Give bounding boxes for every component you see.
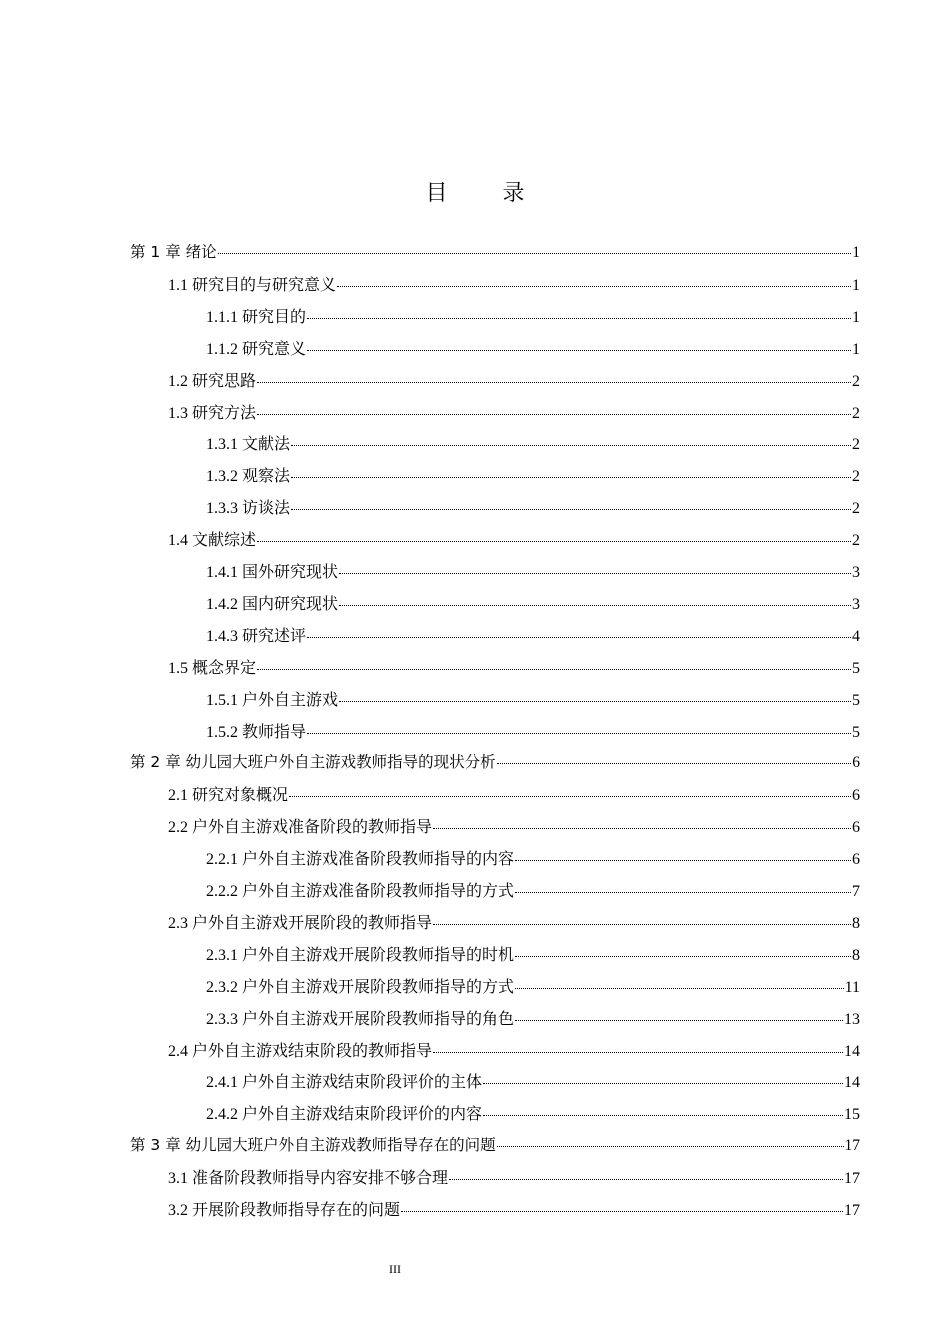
toc-entry-page-number: 6: [852, 851, 860, 869]
toc-entry[interactable]: [206, 878, 860, 901]
toc-entry-label: 1.1 研究目的与研究意义: [168, 276, 337, 294]
toc-entry-page-number: 1: [852, 276, 860, 294]
toc-entry[interactable]: [168, 814, 860, 837]
toc-entry-page-number: 5: [852, 723, 860, 741]
toc-entry-page-number: 1: [852, 244, 860, 261]
toc-entry[interactable]: [130, 750, 860, 772]
toc-entry-label: 第 3 章 幼儿园大班户外自主游戏教师指导存在的问题: [130, 1136, 496, 1155]
dot-leader: [218, 253, 852, 254]
toc-entry-label: 1.5.2 教师指导: [206, 723, 307, 741]
toc-entry[interactable]: [206, 846, 860, 869]
toc-entry[interactable]: [206, 1006, 860, 1029]
toc-entry[interactable]: [206, 304, 860, 327]
toc-entry-page-number: 15: [844, 1106, 860, 1124]
toc-entry-label: 1.4.2 国内研究现状: [206, 595, 339, 613]
toc-entry-label: 第 2 章 幼儿园大班户外自主游戏教师指导的现状分析: [130, 753, 496, 772]
toc-entry-page-number: 2: [852, 500, 860, 518]
toc-entry-label: 1.5 概念界定: [168, 659, 257, 677]
dot-leader: [257, 414, 851, 415]
toc-entry-page-number: 3: [852, 564, 860, 581]
toc-entry-page-number: 13: [844, 1010, 860, 1028]
toc-entry[interactable]: [206, 591, 860, 614]
dot-leader: [257, 382, 851, 383]
dot-leader: [307, 733, 851, 734]
toc-entry[interactable]: [206, 687, 860, 710]
toc-entry[interactable]: [130, 1133, 860, 1155]
toc-entry[interactable]: [168, 368, 860, 391]
dot-leader: [497, 1146, 844, 1147]
dot-leader: [483, 1115, 843, 1116]
dot-leader: [515, 956, 851, 957]
toc-entry[interactable]: [168, 910, 860, 933]
toc-title: 目 录: [425, 181, 549, 206]
toc-entry[interactable]: [206, 719, 860, 742]
dot-leader: [337, 286, 851, 287]
toc-entry[interactable]: [206, 942, 860, 965]
dot-leader: [339, 605, 851, 606]
toc-entry-label: 2.2 户外自主游戏准备阶段的教师指导: [168, 819, 433, 837]
toc-entry-page-number: 14: [844, 1074, 860, 1092]
toc-entry[interactable]: [168, 782, 860, 805]
toc-entry-page-number: 1: [852, 340, 860, 358]
dot-leader: [291, 509, 851, 510]
dot-leader: [433, 828, 851, 829]
toc-entry[interactable]: [206, 623, 860, 646]
toc-entry-page-number: 2: [852, 468, 860, 486]
dot-leader: [515, 988, 844, 989]
toc-entry[interactable]: [206, 974, 860, 997]
toc-entry-label: 第 1 章 绪论: [130, 243, 217, 261]
toc-entry-page-number: 6: [852, 754, 860, 772]
toc-entry-label: 2.3 户外自主游戏开展阶段的教师指导: [168, 914, 433, 932]
toc-entry-label: 1.3.2 观察法: [206, 468, 291, 486]
toc-entry-label: 1.4.3 研究述评: [206, 627, 307, 645]
toc-entry-label: 1.1.2 研究意义: [206, 340, 307, 358]
toc-entry-label: 2.3.3 户外自主游戏开展阶段教师指导的角色: [206, 1010, 515, 1028]
dot-leader: [515, 1020, 843, 1021]
toc-entry-page-number: 5: [852, 691, 860, 709]
dot-leader: [497, 763, 852, 764]
dot-leader: [483, 1083, 843, 1084]
toc-entry[interactable]: [206, 336, 860, 359]
toc-entry[interactable]: [168, 655, 860, 678]
toc-entry[interactable]: [168, 1165, 860, 1188]
toc-entry-label: 2.4 户外自主游戏结束阶段的教师指导: [168, 1042, 433, 1060]
toc-entry-page-number: 17: [844, 1170, 860, 1188]
toc-entry-label: 2.4.1 户外自主游戏结束阶段评价的主体: [206, 1074, 483, 1092]
toc-entry-label: 1.5.1 户外自主游戏: [206, 691, 339, 709]
toc-entry[interactable]: [168, 527, 860, 550]
toc-entry-page-number: 11: [844, 978, 860, 996]
toc-entry[interactable]: [206, 463, 860, 486]
toc-entry[interactable]: [206, 431, 860, 454]
toc-entry-page-number: 6: [852, 819, 860, 837]
toc-entry[interactable]: [168, 400, 860, 423]
toc-entry[interactable]: [168, 1197, 860, 1220]
toc-entry-page-number: 4: [852, 627, 860, 645]
dot-leader: [339, 701, 851, 702]
dot-leader: [307, 350, 851, 351]
toc-entry[interactable]: [206, 495, 860, 518]
dot-leader: [291, 445, 851, 446]
toc-entry-page-number: 2: [852, 404, 860, 422]
toc-entry[interactable]: [168, 272, 860, 295]
dot-leader: [289, 796, 851, 797]
toc-entry[interactable]: [206, 1101, 860, 1124]
dot-leader: [433, 1052, 843, 1053]
toc-entry-label: 3.1 准备阶段教师指导内容安排不够合理: [168, 1170, 449, 1188]
toc-entry-page-number: 2: [852, 532, 860, 550]
dot-leader: [307, 318, 851, 319]
dot-leader: [291, 477, 851, 478]
toc-entry-label: 2.3.1 户外自主游戏开展阶段教师指导的时机: [206, 946, 515, 964]
toc-entry-page-number: 2: [852, 372, 860, 390]
toc-entry-label: 1.3.1 文献法: [206, 436, 291, 454]
dot-leader: [515, 892, 851, 893]
toc-entry-label: 2.3.2 户外自主游戏开展阶段教师指导的方式: [206, 978, 515, 996]
toc-entry-label: 2.2.2 户外自主游戏准备阶段教师指导的方式: [206, 883, 515, 900]
toc-entry-page-number: 17: [844, 1137, 860, 1155]
toc-entry-page-number: 3: [852, 595, 860, 613]
toc-entry-label: 1.3.3 访谈法: [206, 500, 291, 518]
toc-entry-label: 1.1.1 研究目的: [206, 308, 307, 326]
toc-entry-page-number: 2: [852, 436, 860, 454]
dot-leader: [515, 860, 851, 861]
toc-entry-page-number: 17: [844, 1202, 860, 1219]
toc-entry-label: 2.1 研究对象概况: [168, 787, 289, 805]
dot-leader: [307, 637, 851, 638]
toc-entry-page-number: 8: [852, 914, 860, 932]
toc-entry-page-number: 14: [844, 1042, 860, 1060]
dot-leader: [257, 541, 851, 542]
dot-leader: [339, 573, 851, 574]
toc-entry-label: 1.3 研究方法: [168, 404, 257, 422]
toc-entry-page-number: 1: [852, 308, 860, 326]
toc-entry-label: 2.2.1 户外自主游戏准备阶段教师指导的内容: [206, 851, 515, 869]
dot-leader: [257, 669, 851, 670]
toc-entry-label: 2.4.2 户外自主游戏结束阶段评价的内容: [206, 1106, 483, 1124]
dot-leader: [449, 1179, 843, 1180]
toc-entry-page-number: 6: [852, 787, 860, 805]
toc-entry-label: 1.4.1 国外研究现状: [206, 564, 339, 581]
toc-entry-label: 1.2 研究思路: [168, 372, 257, 390]
toc-entry-page-number: 7: [852, 883, 860, 900]
toc-entry[interactable]: [206, 559, 860, 582]
toc-entry-label: 1.4 文献综述: [168, 532, 257, 550]
dot-leader: [401, 1211, 843, 1212]
toc-entry[interactable]: [168, 1038, 860, 1061]
toc-entry-page-number: 8: [852, 946, 860, 964]
dot-leader: [433, 924, 851, 925]
toc-entry[interactable]: [206, 1069, 860, 1092]
toc-entry[interactable]: [130, 240, 860, 262]
toc-entry-label: 3.2 开展阶段教师指导存在的问题: [168, 1202, 401, 1219]
page-number-footer: III: [389, 1262, 401, 1276]
toc-entry-page-number: 5: [852, 659, 860, 677]
